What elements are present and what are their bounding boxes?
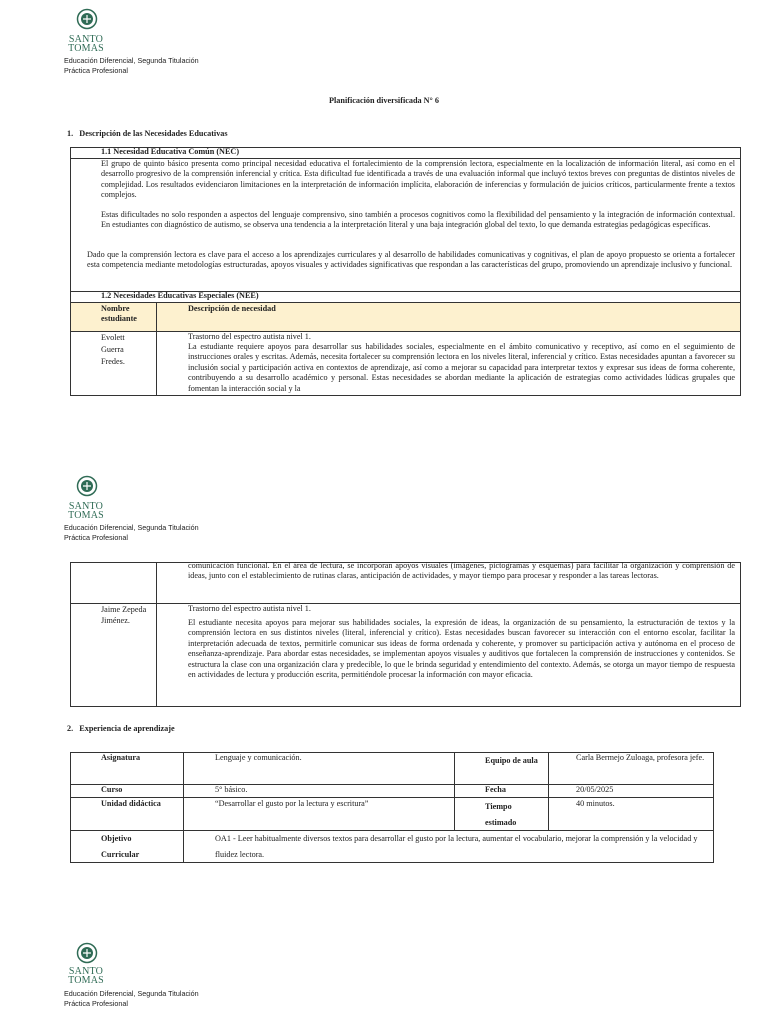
equipo-value: Carla Bermejo Zuloaga, profesora jefe.	[576, 753, 705, 762]
asignatura-value: Lenguaje y comunicación.	[215, 753, 302, 762]
nee-heading: 1.2 Necesidades Educativas Especiales (NEE)	[101, 291, 259, 300]
santo-tomas-logo-icon	[76, 942, 98, 964]
student-need-evolett-part2: comunicación funcional. En el área de lectura, se incorporan apoyos visuales (imágenes, pictogramas y esquemas) para facilitar la organización y comprensión de ideas, junto con el establecimiento de rutinas claras, anticipación de actividades, y mayor tiempo para procesar y responder a las tareas lectoras.	[188, 561, 735, 581]
brand-line-2: TOMAS	[68, 43, 104, 54]
santo-tomas-logo-icon	[76, 475, 98, 497]
nec-paragraph-3: Dado que la comprensión lectora es clave para el acceso a los aprendizajes curriculares y al desarrollo de habilidades comunicativas y cognitivas, el plan de apoyo propuesto se orienta a fortalecer esta competencia mediante metodologías estructuradas, apoyos visuales y actividades significativas que respondan a las características del grupo, promoviendo un aprendizaje inclusivo y funcional.	[87, 250, 735, 270]
student-diagnosis-jaime: Trastorno del espectro autista nivel 1.	[188, 604, 311, 613]
section-2-heading: 2. Experiencia de aprendizaje	[67, 724, 175, 733]
brand-line-2: TOMAS	[68, 975, 104, 986]
section-1-heading: 1. Descripción de las Necesidades Educativas	[67, 129, 228, 138]
col-need-description: Descripción de necesidad	[188, 304, 276, 313]
document-title: Planificación diversificada N° 6	[329, 96, 439, 105]
curso-label: Curso	[101, 785, 123, 794]
nee-header-row	[71, 303, 740, 331]
brand-line-2: TOMAS	[68, 510, 104, 521]
student-diagnosis-evolett: Trastorno del espectro autista nivel 1.	[188, 332, 311, 341]
fecha-label: Fecha	[485, 785, 506, 794]
fecha-value: 20/05/2025	[576, 785, 614, 794]
brand-line-1: SANTO	[68, 34, 104, 45]
santo-tomas-logo-icon	[76, 8, 98, 30]
nec-paragraph-1: El grupo de quinto básico presenta como principal necesidad educativa el fortalecimiento de la comprensión lectora, especialmente en la localización de información literal, así como en el desarrollo progresivo de la comprensión inferencial y crítica. Esta dificultad fue identificada a través de una evaluación informal que incluyó textos breves con preguntas de distintos niveles de complejidad. Los resultados evidenciaron limitaciones en la interpretación de información implícita, elaboración de inferencias y formulación de juicios críticos, particularmente frente a textos complejos.	[101, 159, 735, 200]
practice-name: Práctica Profesional	[64, 999, 128, 1008]
student-need-jaime: El estudiante necesita apoyos para mejorar sus habilidades sociales, la expresión de ideas, la organización de su pensamiento, la estructuración de textos y la comprensión lectora en sus distintos niveles (literal, inferencial y crítico). Estas necesidades buscan favorecer su interacción con el entorno escolar, facilitar la interpretación adecuada de textos, permitirle comunicar sus ideas de forma ordenada y coherente, y promover su participación activa y autónoma en el proceso de enseñanza-aprendizaje. Para abordar estas necesidades, se implementan apoyos visuales y auditivos que fortalecen la comprensión de instrucciones y contenidos. Se estructura la clase con una organización clara y predecible, lo que le brinda seguridad y entendimiento del contexto. Además, se otorga un mayor tiempo de respuesta en actividades de lectura y producción escrita, permitiéndole procesar la información con mayor eficacia.	[188, 618, 735, 680]
program-name: Educación Diferencial, Segunda Titulación	[64, 56, 199, 65]
brand-line-1: SANTO	[68, 501, 104, 512]
nec-heading: 1.1 Necesidad Educativa Común (NEC)	[101, 147, 240, 156]
tiempo-label: Tiempo estimado	[485, 802, 517, 827]
tiempo-value: 40 minutos.	[576, 799, 615, 808]
student-name-jaime: Jaime Zepeda Jiménez.	[101, 605, 147, 625]
brand-line-1: SANTO	[68, 966, 104, 977]
nec-paragraph-2: Estas dificultades no solo responden a aspectos del lenguaje comprensivo, sino también a procesos cognitivos como la flexibilidad del pensamiento y la integración de información contextual. En estudiantes con diagnóstico de autismo, se observa una tendencia a la interpretación literal y una baja integración global del texto, lo que demanda estrategias pedagógicas específicas.	[101, 210, 735, 230]
unidad-value: “Desarrollar el gusto por la lectura y escritura”	[215, 799, 369, 808]
objetivo-label: Objetivo Curricular	[101, 834, 140, 859]
objetivo-value: OA1 - Leer habitualmente diversos textos para desarrollar el gusto por la lectura, aumentar el vocabulario, mejorar la comprensión y la velocidad y fluidez lectora.	[215, 834, 698, 859]
practice-name: Práctica Profesional	[64, 66, 128, 75]
curso-value: 5° básico.	[215, 785, 248, 794]
col-student-name: Nombre estudiante	[101, 304, 137, 324]
equipo-label: Equipo de aula	[485, 756, 538, 765]
student-need-evolett-part1: La estudiante requiere apoyos para desarrollar sus habilidades sociales, especialmente en el ámbito comunicativo y receptivo, así como en el seguimiento de instrucciones orales y escritas. Además, necesita fortalecer su comprensión lectora en los niveles literal, inferencial y crítico. Estas necesidades apuntan a favorecer su inclusión social y participación activa en contextos de aprendizaje, así como a mejorar su capacidad para interpretar textos y expresar sus ideas de forma coherente, contribuyendo a su desarrollo académico y personal. Estas necesidades se abordan mediante la aplicación de estrategias como actividades lúdicas grupales que fomentan la interacción social y la	[188, 342, 735, 393]
program-name: Educación Diferencial, Segunda Titulación	[64, 523, 199, 532]
student-name-evolett: Evolett Guerra Fredes.	[101, 333, 125, 366]
practice-name: Práctica Profesional	[64, 533, 128, 542]
unidad-label: Unidad didáctica	[101, 799, 161, 808]
asignatura-label: Asignatura	[101, 753, 141, 762]
program-name: Educación Diferencial, Segunda Titulación	[64, 989, 199, 998]
